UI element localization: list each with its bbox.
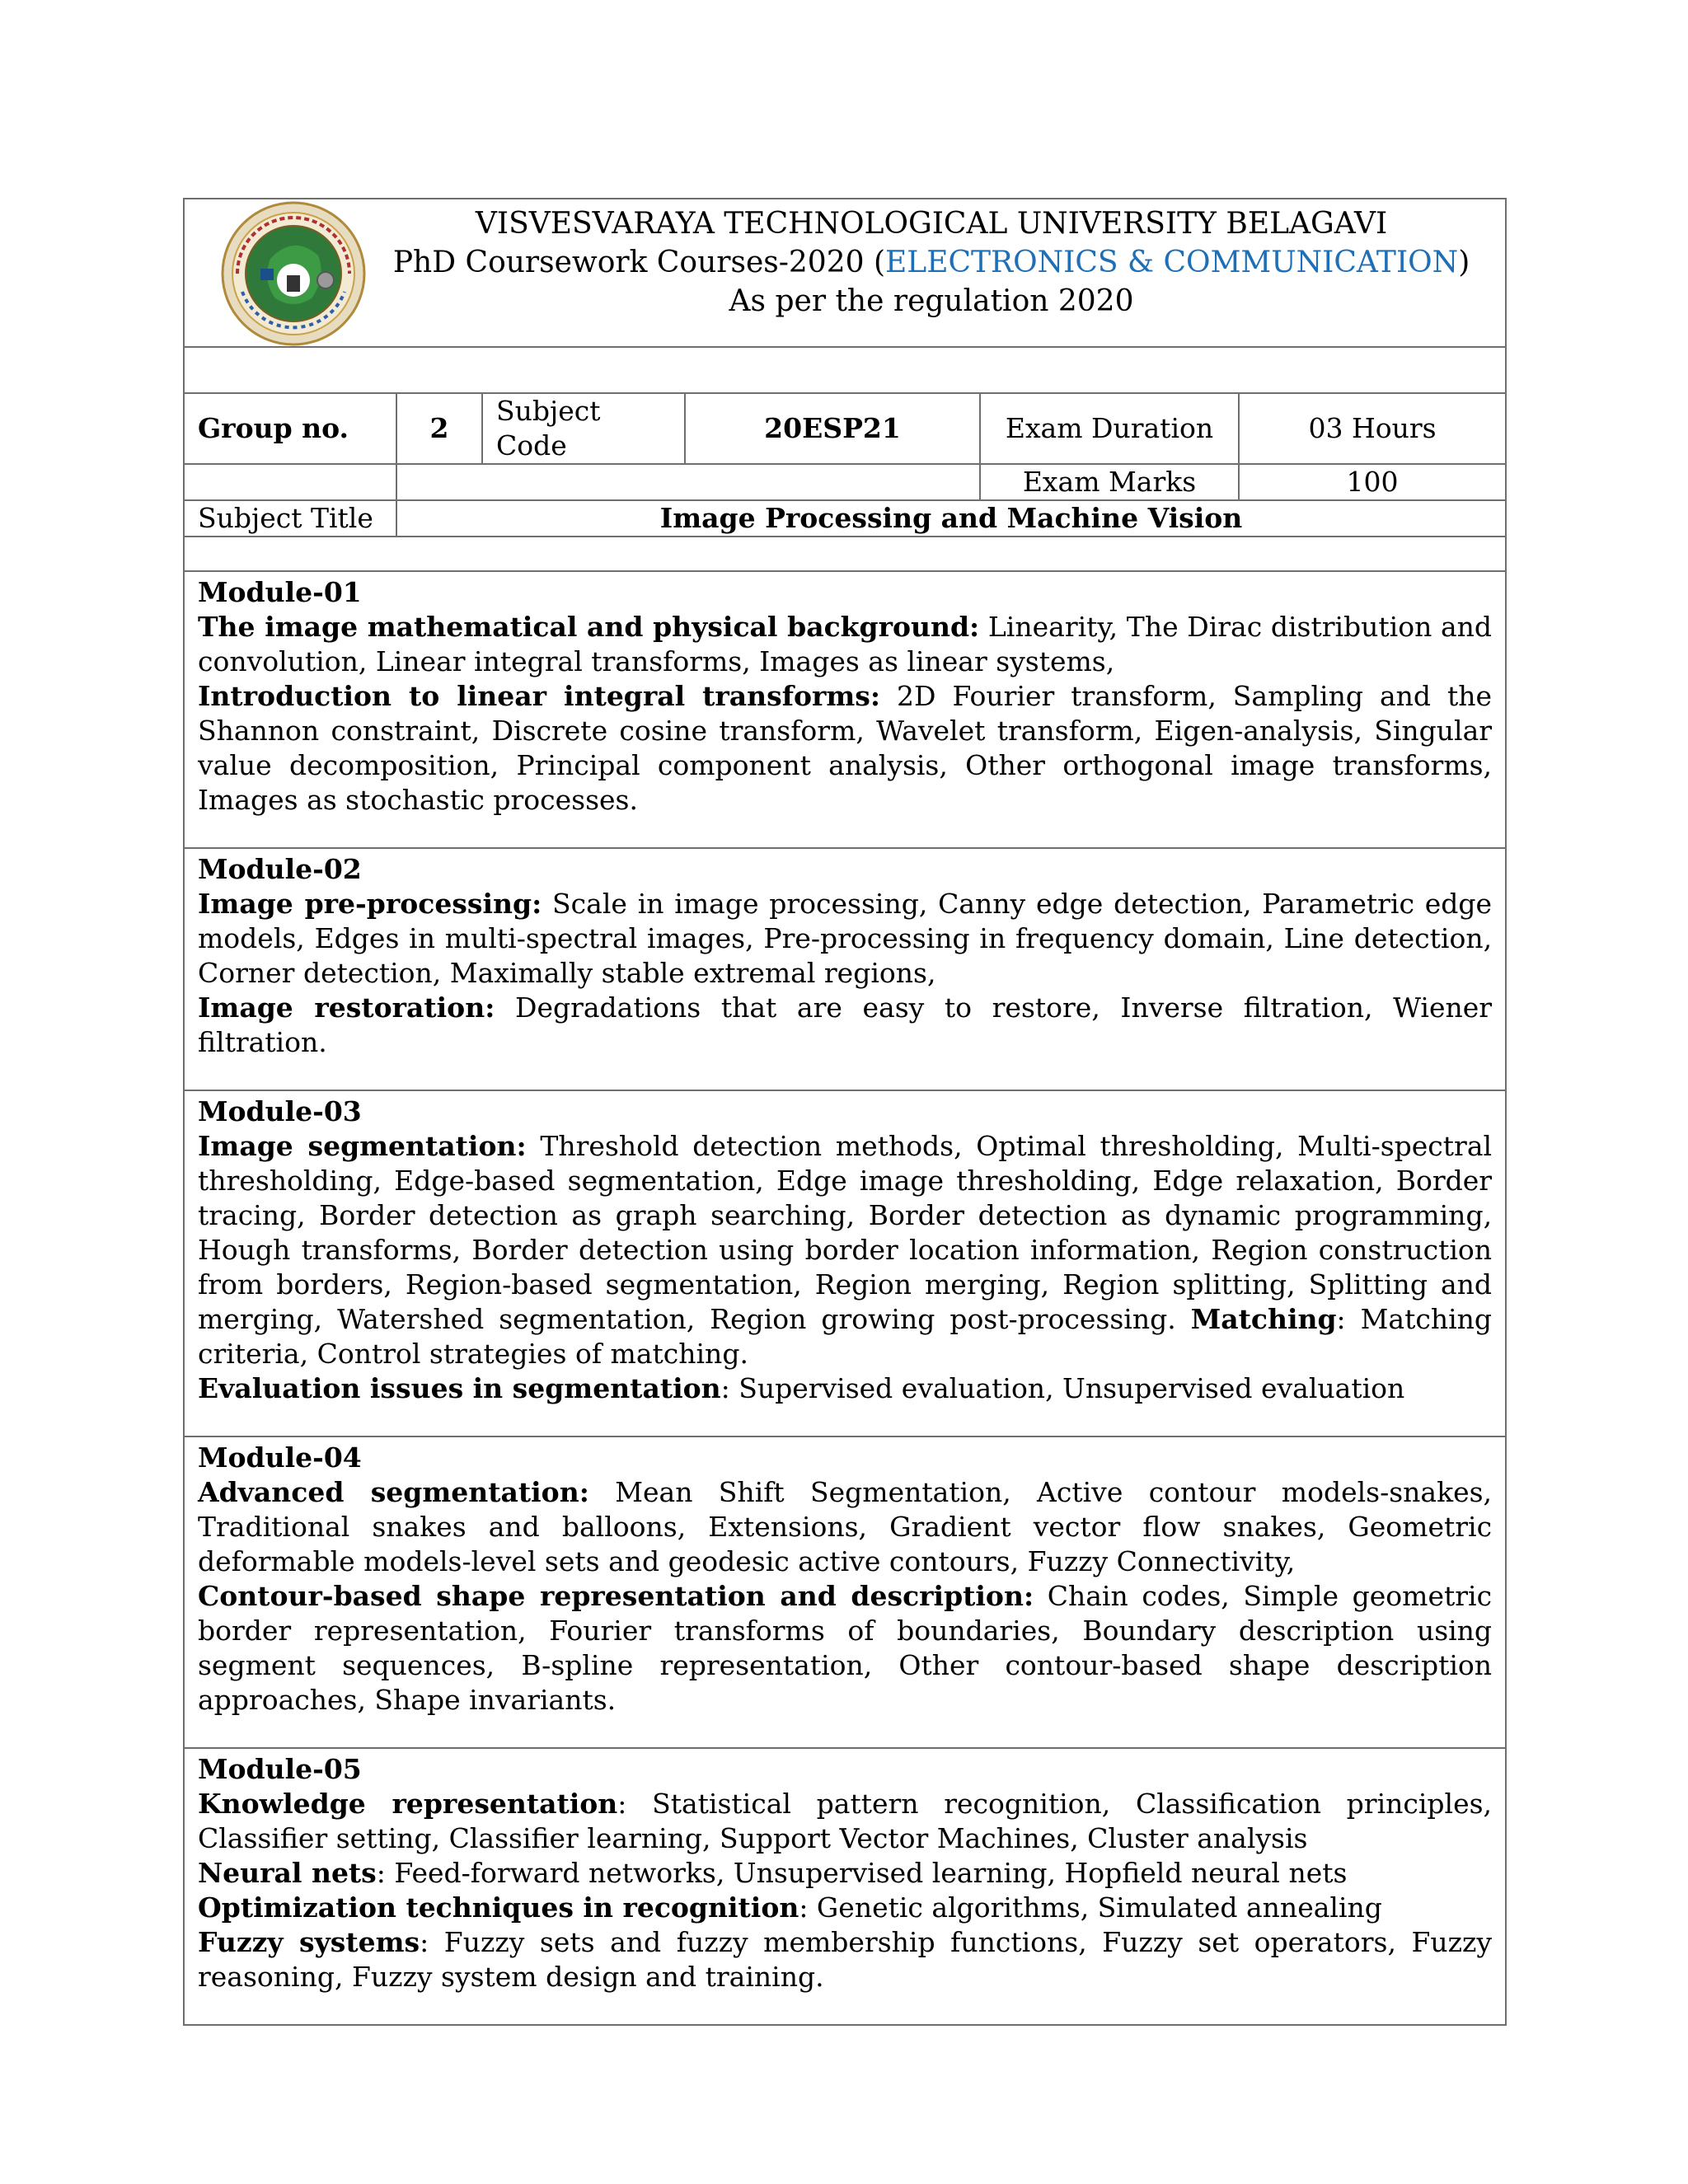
module-paragraph bbox=[198, 610, 1492, 679]
topic-heading: Evaluation issues in segmentation bbox=[198, 1372, 721, 1404]
topic-text: Chain codes, Simple geometric border representation, Fourier transforms of boundaries, Boundary description using segment sequences, B-spline representation, Other contour-based shape description approaches, Shape invariants. bbox=[198, 1580, 1493, 1716]
module-cell bbox=[184, 1090, 1506, 1436]
topic-heading: Knowledge representation bbox=[198, 1788, 618, 1820]
module-cell bbox=[184, 848, 1506, 1090]
topic-text: : Feed-forward networks, Unsupervised learning, Hopfield neural nets bbox=[376, 1857, 1348, 1889]
module-paragraph bbox=[198, 1129, 1492, 1371]
topic-text: Threshold detection methods, Optimal thresholding, Multi-spectral thresholding, Edge-based segmentation, Edge image thresholding, Edge relaxation, Border tracing, Border detection as graph searching, Border detection as dynamic programming, Hough transforms, Border detection using border location information, Region construction from borders, Region-based segmentation, Region merging, Region splitting, Splitting and merging, Watershed segmentation, Region growing post-processing. bbox=[198, 1130, 1493, 1335]
module-cell bbox=[184, 1748, 1506, 2025]
topic-text: Degradations that are easy to restore, Inverse filtration, Wiener filtration. bbox=[198, 991, 1493, 1058]
exam-duration-label: Exam Duration bbox=[980, 393, 1239, 464]
module-paragraph bbox=[198, 1891, 1492, 1925]
group-label: Group no. bbox=[184, 393, 396, 464]
module-paragraph bbox=[198, 991, 1492, 1060]
regulation-line: As per the regulation 2020 bbox=[729, 284, 1134, 318]
topic-heading: Fuzzy systems bbox=[198, 1926, 420, 1958]
module-paragraph bbox=[198, 1579, 1492, 1718]
module-row bbox=[184, 1090, 1506, 1436]
exam-duration-value: 03 Hours bbox=[1239, 393, 1506, 464]
spacer-row bbox=[184, 537, 1506, 571]
syllabus-table bbox=[183, 198, 1507, 2026]
module-paragraph bbox=[198, 679, 1492, 818]
module-paragraph bbox=[198, 887, 1492, 991]
header-text bbox=[185, 204, 1505, 321]
topic-text: 2D Fourier transform, Sampling and the Shannon constraint, Discrete cosine transform, Wavelet transform, Eigen-analysis, Singular value decomposition, Principal component analysis, Other orthogonal image transforms, Images as stochastic processes. bbox=[198, 680, 1493, 816]
topic-text: : Fuzzy sets and fuzzy membership functions, Fuzzy set operators, Fuzzy reasoning, Fuzzy system design and training. bbox=[198, 1926, 1493, 1993]
module-title: Module-03 bbox=[198, 1095, 362, 1127]
marks-row bbox=[184, 464, 1506, 500]
topic-heading: Optimization techniques in recognition bbox=[198, 1891, 799, 1924]
topic-text: Mean Shift Segmentation, Active contour models-snakes, Traditional snakes and balloons, Extensions, Gradient vector flow snakes, Geometric deformable models-level sets and geodesic active contours, Fuzzy Connectivity, bbox=[198, 1476, 1493, 1577]
topic-text: : Genetic algorithms, Simulated annealing bbox=[799, 1891, 1382, 1924]
topic-text: : Supervised evaluation, Unsupervised evaluation bbox=[720, 1372, 1405, 1404]
topic-heading: Image segmentation: bbox=[198, 1130, 527, 1162]
subject-title-value: Image Processing and Machine Vision bbox=[396, 500, 1506, 537]
topic-text: Linearity, The Dirac distribution and convolution, Linear integral transforms, Images as linear systems, bbox=[198, 611, 1493, 677]
module-title: Module-02 bbox=[198, 853, 362, 885]
module-row bbox=[184, 848, 1506, 1090]
topic-heading: Image restoration: bbox=[198, 991, 495, 1024]
topic-text: : Statistical pattern recognition, Classification principles, Classifier setting, Classifier learning, Support Vector Machines, Cluster analysis bbox=[198, 1788, 1493, 1854]
subject-code-label: Subject Code bbox=[482, 393, 685, 464]
module-cell bbox=[184, 1436, 1506, 1748]
module-row bbox=[184, 571, 1506, 848]
topic-text: Scale in image processing, Canny edge detection, Parametric edge models, Edges in multi-spectral images, Pre-processing in frequency domain, Line detection, Corner detection, Maximally stable extremal regions, bbox=[198, 888, 1493, 989]
course-line bbox=[374, 243, 1489, 282]
subject-title-row bbox=[184, 500, 1506, 537]
topic-heading: Neural nets bbox=[198, 1857, 377, 1889]
topic-heading: Introduction to linear integral transforms: bbox=[198, 680, 881, 712]
module-title: Module-05 bbox=[198, 1753, 362, 1785]
topic-heading: Matching bbox=[1190, 1303, 1337, 1335]
module-row bbox=[184, 1748, 1506, 2025]
module-paragraph bbox=[198, 1787, 1492, 1856]
topic-heading: Contour-based shape representation and description: bbox=[198, 1580, 1034, 1612]
topic-heading: The image mathematical and physical background: bbox=[198, 611, 980, 643]
subject-code-value: 20ESP21 bbox=[685, 393, 980, 464]
spacer-row bbox=[184, 347, 1506, 393]
exam-marks-label: Exam Marks bbox=[980, 464, 1239, 500]
university-name: VISVESVARAYA TECHNOLOGICAL UNIVERSITY BELAGAVI bbox=[475, 207, 1388, 241]
syllabus-document bbox=[183, 198, 1505, 2026]
module-paragraph bbox=[198, 1371, 1492, 1406]
module-title: Module-01 bbox=[198, 576, 362, 608]
header-row bbox=[184, 199, 1506, 347]
course-suffix: ) bbox=[1458, 246, 1470, 279]
topic-text: : Matching criteria, Control strategies of matching. bbox=[198, 1303, 1493, 1370]
group-row bbox=[184, 393, 1506, 464]
module-paragraph bbox=[198, 1475, 1492, 1579]
module-row bbox=[184, 1436, 1506, 1748]
module-paragraph bbox=[198, 1856, 1492, 1891]
group-value: 2 bbox=[396, 393, 482, 464]
course-prefix: PhD Coursework Courses-2020 ( bbox=[392, 246, 886, 279]
module-paragraph bbox=[198, 1925, 1492, 1994]
topic-heading: Advanced segmentation: bbox=[198, 1476, 589, 1508]
department-name: ELECTRONICS & COMMUNICATION bbox=[885, 246, 1459, 279]
exam-marks-value: 100 bbox=[1239, 464, 1506, 500]
topic-heading: Image pre-processing: bbox=[198, 888, 542, 920]
header-cell bbox=[184, 199, 1506, 347]
module-cell bbox=[184, 571, 1506, 848]
subject-title-label: Subject Title bbox=[184, 500, 396, 537]
module-title: Module-04 bbox=[198, 1441, 362, 1474]
